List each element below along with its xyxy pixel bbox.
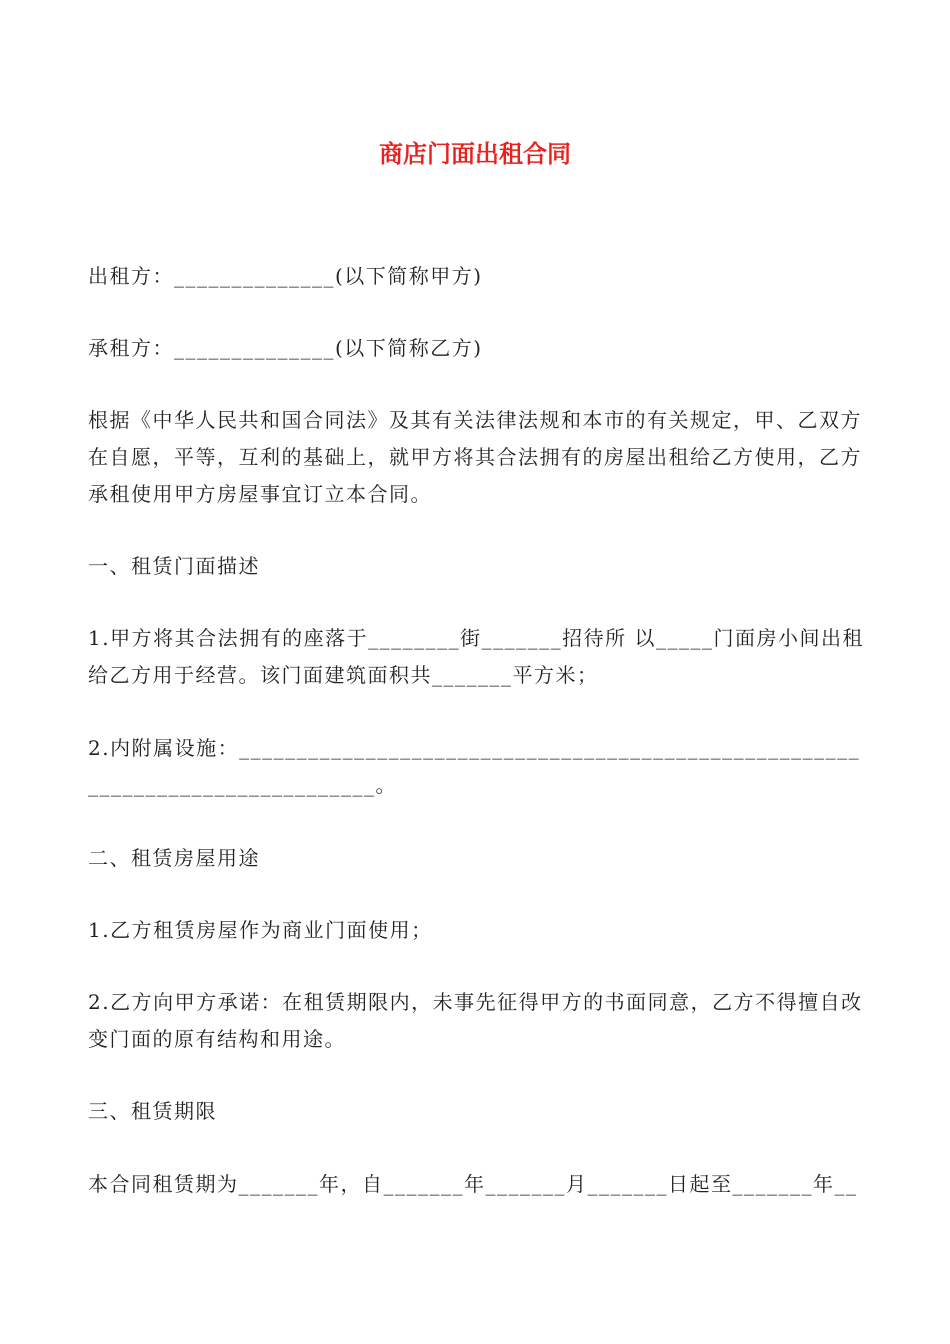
preamble-paragraph: 根据《中华人民共和国合同法》及其有关法律法规和本市的有关规定，甲、乙双方在自愿，平等，互利的基础上，就甲方将其合法拥有的房屋出租给乙方使用，乙方承租使用甲方房屋事宜订立本合同。: [88, 408, 862, 506]
lessee-line: 承租方：______________(以下简称乙方): [88, 336, 483, 360]
page-title: 商店门面出租合同: [379, 140, 571, 168]
section-heading-3: 三、租赁期限: [88, 1099, 217, 1123]
clause-2-2: 2.乙方向甲方承诺：在租赁期限内，未事先征得甲方的书面同意，乙方不得擅自改变门面的原有结构和用途。: [88, 990, 863, 1051]
clause-1-2: 2.内附属设施：_______________________________________________________________________________。: [88, 736, 861, 797]
lessor-line: 出租方：______________(以下简称甲方): [88, 264, 483, 288]
lease-term-paragraph: 本合同租赁期为_______年，自_______年_______月_______日起至_______年__: [88, 1172, 858, 1196]
section-heading-2: 二、租赁房屋用途: [88, 846, 260, 870]
section-heading-1: 一、租赁门面描述: [88, 554, 260, 578]
clause-1-1: 1.甲方将其合法拥有的座落于________街_______招待所 以_____门面房小间出租给乙方用于经营。该门面建筑面积共_______平方米；: [88, 626, 864, 687]
clause-2-1: 1.乙方租赁房屋作为商业门面使用；: [88, 918, 433, 942]
